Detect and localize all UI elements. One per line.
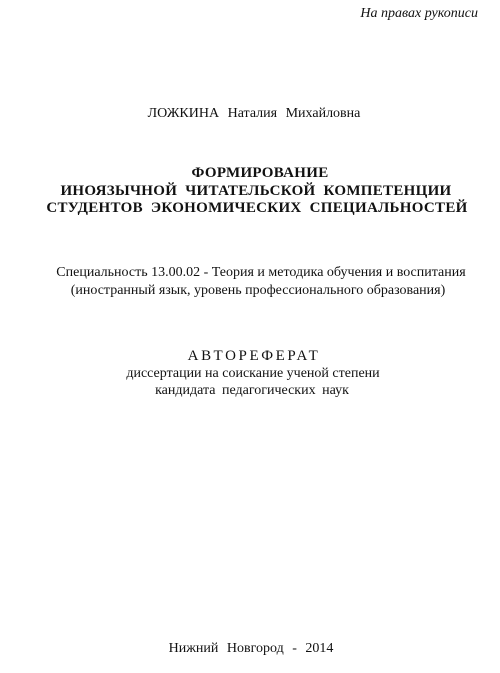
place-and-year: Нижний Новгород - 2014 (168, 641, 334, 656)
specialty-line: Специальность 13.00.02 - Теория и методика обучения и воспитания (56, 265, 466, 280)
title-line-3: СТУДЕНТОВ ЭКОНОМИЧЕСКИХ СПЕЦИАЛЬНОСТЕЙ (46, 200, 468, 216)
specialty-detail: (иностранный язык, уровень профессионального образования) (70, 283, 446, 298)
degree-line-2: кандидата педагогических наук (155, 383, 349, 398)
manuscript-rights-note: На правах рукописи (360, 6, 478, 21)
abstract-heading: АВТОРЕФЕРАТ (187, 348, 321, 364)
degree-line-1: диссертации на соискание ученой степени (126, 366, 380, 381)
title-line-2: ИНОЯЗЫЧНОЙ ЧИТАТЕЛЬСКОЙ КОМПЕТЕНЦИИ (60, 183, 452, 199)
author-name: ЛОЖКИНА Наталия Михайловна (147, 106, 361, 121)
title-line-1: ФОРМИРОВАНИЕ (191, 165, 329, 181)
